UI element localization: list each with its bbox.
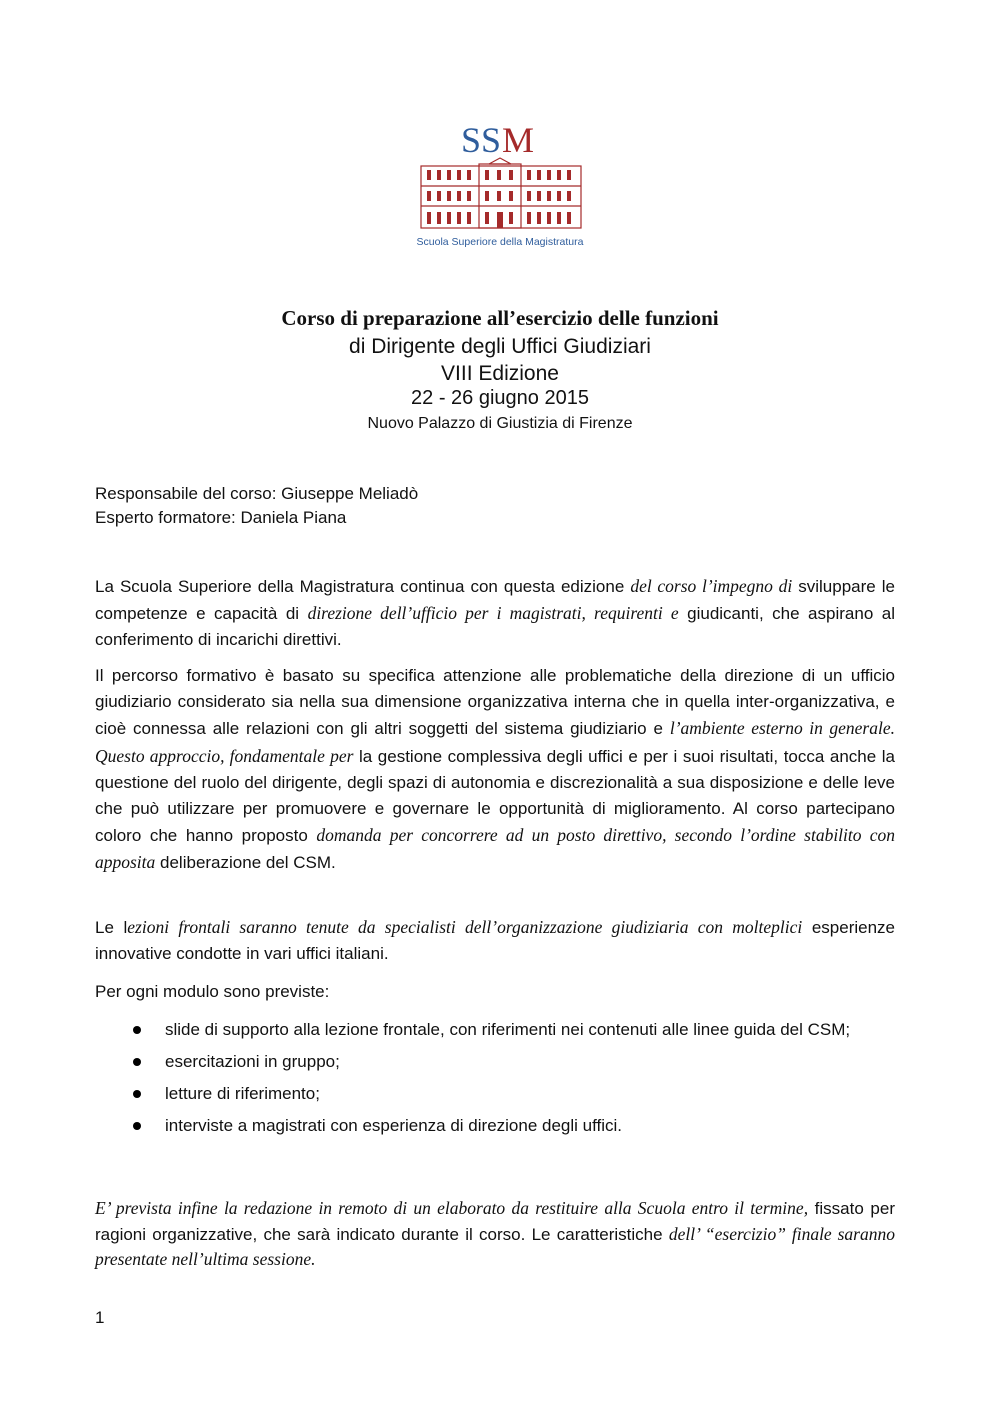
course-title: Corso di preparazione all’esercizio delle funzioni [281,306,719,330]
ssm-logo [399,118,602,256]
page-number: 1 [95,1308,105,1327]
svg-text:M: M [502,120,535,160]
edition: VIII Edizione [441,362,559,385]
bullet-icon [133,1026,141,1034]
list-item: slide di supporto alla lezione frontale, con riferimenti nei contenuti alle linee guida del CSM; [95,1017,895,1043]
module-list [95,1017,895,1145]
paragraph-approach: Il percorso formativo è basato su specifica attenzione alle problematiche della direzione di un ufficio giudiziario considerato sia nella sua dimensione organizzativa interna che in quella inter-organizzativa, e cioè connessa alle relazioni con gli altri soggetti del sistema giudiziario e l’ambiente esterno in generale. Questo approccio, fondamentale per la gestione complessiva degli uffici e per i suoi risultati, tocca anche la questione del ruolo del dirigente, degli spazi di autonomia e discrezionalità a sua disposizione e delle leve che può utilizzare per promuovere e governare le opportunità di miglioramento. Al corso partecipano coloro che hanno proposto domanda per concorrere ad un posto direttivo, secondo l’ordine stabilito con apposita deliberazione del CSM. [95,666,895,873]
bullet-icon [133,1122,141,1130]
paragraph-final-assignment: E’ prevista infine la redazione in remoto di un elaborato da restituire alla Scuola entro il termine, fissato per ragioni organizzative, che sarà indicato durante il corso. Le caratteristiche dell’ “esercizio” finale saranno presentate nell’ultima sessione. [95,1198,895,1269]
svg-text:SS: SS [461,120,502,160]
list-item: letture di riferimento; [95,1081,895,1107]
list-item: esercitazioni in gruppo; [95,1049,895,1075]
list-item: interviste a magistrati con esperienza di direzione degli uffici. [95,1113,895,1139]
paragraph-lessons: Le lezioni frontali saranno tenute da specialisti dell’organizzazione giudiziaria con molteplici esperienze innovative condotte in vari uffici italiani. [95,917,895,964]
paragraph-intro: La Scuola Superiore della Magistratura continua con questa edizione del corso l’impegno di sviluppare le competenze e capacità di direzione dell’ufficio per i magistrati, requirenti e giudicanti, che aspirano al conferimento di incarichi direttivi. [95,576,895,650]
course-manager: Responsabile del corso: Giuseppe Meliadò [95,484,419,503]
paragraph-modules: Per ogni modulo sono previste: [95,982,330,1001]
bullet-icon [133,1058,141,1066]
bullet-icon [133,1090,141,1098]
course-subtitle: di Dirigente degli Uffici Giudiziari [349,335,651,358]
course-dates: 22 - 26 giugno 2015 [411,387,589,409]
expert-trainer: Esperto formatore: Daniela Piana [95,508,347,527]
logo-subtitle: Scuola Superiore della Magistratura [416,236,584,248]
course-location: Nuovo Palazzo di Giustizia di Firenze [367,415,633,432]
